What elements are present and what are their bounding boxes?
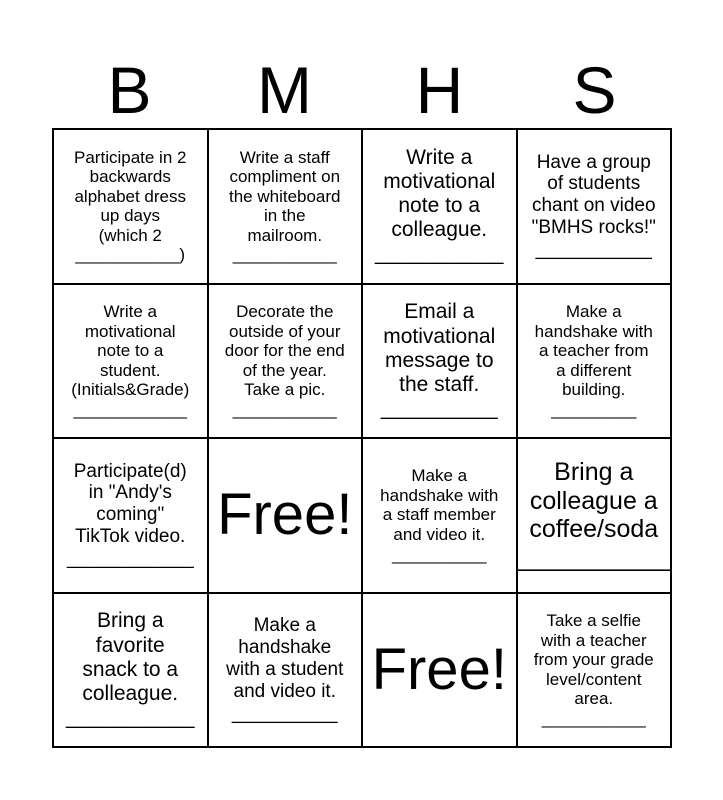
- bingo-cell: Make a handshake with a teacher from a different building. _________: [517, 284, 672, 439]
- bingo-cell: Have a group of students chant on video "BMHS rocks!" ___________: [517, 129, 672, 284]
- header-letter-m: M: [257, 53, 312, 127]
- bingo-cell: Bring a colleague a coffee/soda ___________: [517, 438, 672, 593]
- bingo-cell: Write a motivational note to a student. (Initials&Grade) ____________: [53, 284, 208, 439]
- bingo-cell: Email a motivational message to the staff. __________: [362, 284, 517, 439]
- bingo-cell: Take a selfie with a teacher from your grade level/content area. ___________: [517, 593, 672, 748]
- bingo-cell: Write a staff compliment on the whiteboard in the mailroom. ___________: [208, 129, 363, 284]
- header-letter-h: H: [415, 53, 464, 127]
- free-space-cell: Free!: [208, 438, 363, 593]
- bingo-cell: Participate(d) in "Andy's coming" TikTok video. ____________: [53, 438, 208, 593]
- bingo-cell: Make a handshake with a student and video it. __________: [208, 593, 363, 748]
- header-letter-b: B: [107, 53, 152, 127]
- bingo-cell: Participate in 2 backwards alphabet dress up days (which 2 ___________): [53, 129, 208, 284]
- free-space-cell: Free!: [362, 593, 517, 748]
- bingo-cell: Write a motivational note to a colleague. ___________: [362, 129, 517, 284]
- bingo-cell: Bring a favorite snack to a colleague. ___________: [53, 593, 208, 748]
- header-letter-s: S: [572, 53, 617, 127]
- bingo-cell: Make a handshake with a staff member and video it. __________: [362, 438, 517, 593]
- bingo-grid: [52, 128, 672, 748]
- bingo-header: [52, 52, 672, 128]
- bingo-cell: Decorate the outside of your door for the end of the year. Take a pic. ___________: [208, 284, 363, 439]
